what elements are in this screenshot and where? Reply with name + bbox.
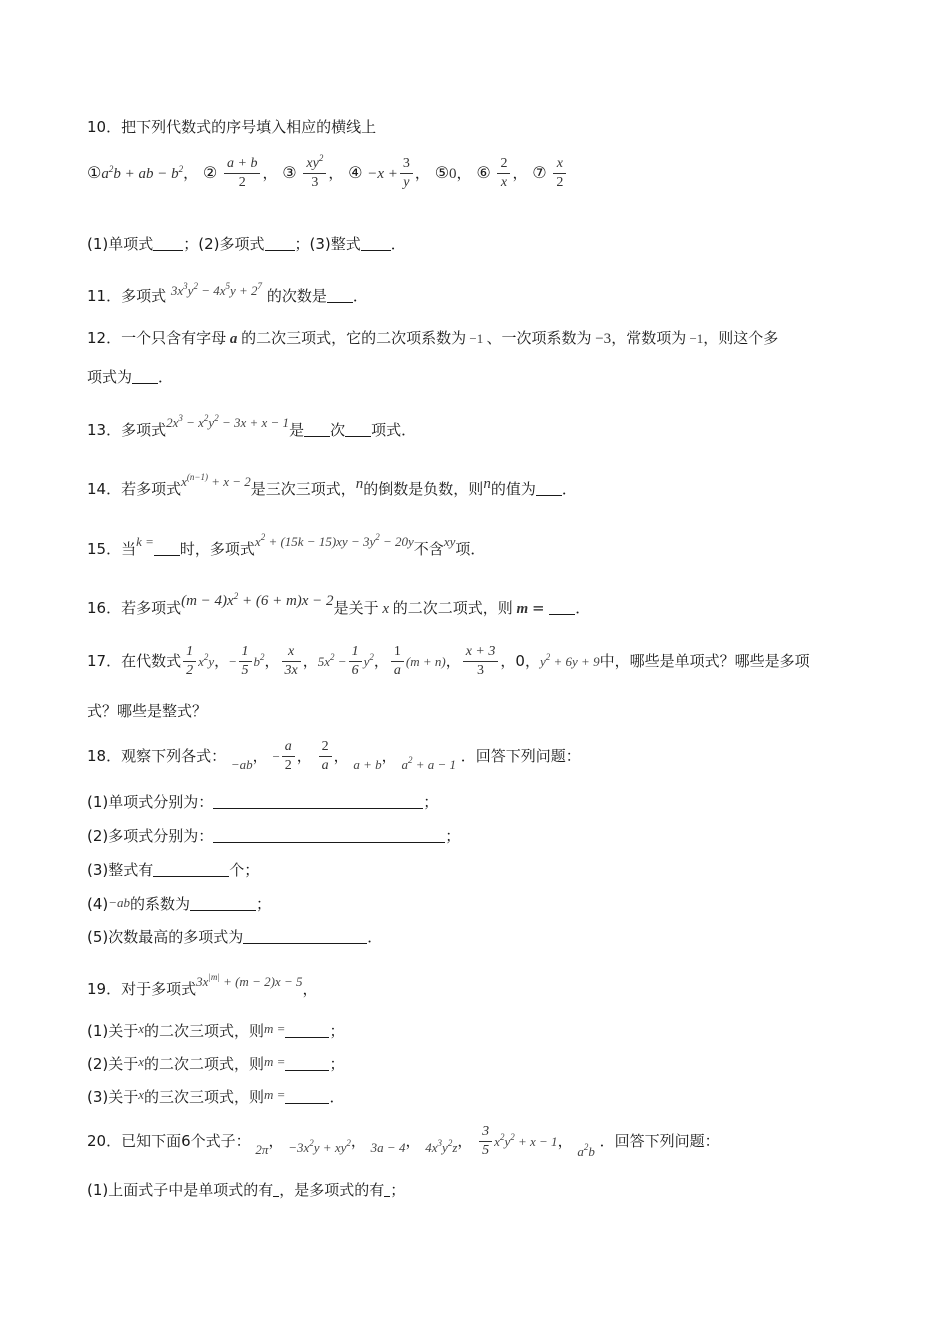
- question-11: 11．多项式 $3x^3y^2 - 4x^5y + 2^7$ 的次数是 ．: [87, 281, 368, 305]
- polynomial-expr: $x^{(n-1)} + x - 2$: [181, 472, 251, 489]
- item-6-fraction: $\frac{2}{x}$: [497, 155, 510, 192]
- question-15: 15．当k = 时，多项式$x^2 + (15k - 15)xy - 3y^2 - 20y$不含xy项．: [87, 532, 486, 558]
- answer-blank[interactable]: [213, 828, 445, 843]
- answer-blank[interactable]: [265, 236, 295, 251]
- answer-blank[interactable]: [285, 1023, 329, 1038]
- question-18-part-5: (5)次数最高的多项式为 ．: [87, 928, 383, 946]
- polynomial-expr: $2x^3 - x^2y^2 - 3x + x - 1$: [166, 413, 290, 430]
- question-20-part-1: (1)上面式子中是单项式的有 ，是多项式的有 ；: [87, 1181, 406, 1199]
- item-5-label: ⑤: [434, 163, 450, 182]
- question-13: 13．多项式$2x^3 - x^2y^2 - 3x + x - 1$是 次 项式．: [87, 413, 417, 439]
- item-4-expr: −x +: [367, 166, 398, 182]
- answer-blank[interactable]: [153, 236, 183, 251]
- question-10-answers: (1)单项式 ；(2)多项式 ；(3)整式 ．: [87, 235, 406, 253]
- answer-blank[interactable]: [285, 1089, 329, 1104]
- question-20-title: 20．已知下面6个式子： 2π， $-3x^2y + xy^2$， 3a − 4， $4x^3y^2z$， $\frac{3}{5}$ $x^2y^2 + x - 1$， $a^2b$ ．回答下列问题：: [87, 1124, 720, 1159]
- answer-blank[interactable]: [345, 422, 371, 437]
- item-3-fraction: $\frac{xy^2}{3}$: [303, 155, 326, 192]
- item-7-fraction: $\frac{x}{2}$: [553, 155, 566, 192]
- item-2-fraction: $\frac{a + b}{2}$: [224, 155, 260, 192]
- answer-blank[interactable]: [285, 1056, 329, 1071]
- item-4-fraction: $\frac{3}{y}$: [400, 155, 413, 192]
- question-19-part-3: (3)关于x的三次三项式，则m = ．: [87, 1087, 345, 1106]
- answer-blank[interactable]: [132, 369, 158, 384]
- item-5-expr: 0: [449, 166, 457, 182]
- question-19-title: 19．对于多项式$3x^{|m|} + (m - 2)x - 5$，: [87, 972, 318, 998]
- polynomial-expr: $x^2 + (15k - 15)xy - 3y^2 - 20y$: [254, 532, 414, 549]
- answer-blank[interactable]: [190, 896, 256, 911]
- answer-blank[interactable]: [213, 794, 423, 809]
- question-16: 16．若多项式$(m - 4)x^2 + (6 + m)x - 2$是关于 x 的二次二项式，则 m = ．: [87, 591, 591, 617]
- answer-blank[interactable]: [154, 541, 180, 556]
- question-12-line-1: 12．一个只含有字母 a 的二次三项式，它的二次项系数为 −1 、一次项系数为 −3，常数项为 −1，则这个多: [87, 329, 779, 347]
- answer-blank[interactable]: [304, 422, 330, 437]
- item-3-label: ③: [282, 163, 297, 182]
- item-2-label: ②: [202, 163, 218, 182]
- question-19-part-1: (1)关于x的二次三项式，则m = ；: [87, 1021, 345, 1040]
- item-1-expr: $a^2b$ + ab − $b^2$: [101, 164, 184, 182]
- answer-blank[interactable]: [243, 929, 367, 944]
- question-18-part-3: (3)整式有 个；: [87, 861, 260, 879]
- question-10-items: $①a^2b$ + ab − $b^2$， ② $\frac{a + b}{2}$ ， ③ $\frac{xy^2}{3}$ ， ④ −x + $\frac{3}{y}$ ， ⑤0， ⑥ $\frac{2}{x}$ ， ⑦ $\frac{x}{2}$: [87, 155, 568, 192]
- answer-blank[interactable]: [361, 236, 391, 251]
- question-17-line-1: 17．在代数式 $\frac{1}{2}$ $x^2y$，− $\frac{1}{5}$ $b^2$， $\frac{x}{3x}$ ，$5x^2$ − $\frac{1}{6}$ $y^2$， $\frac{1}{a}$ (m + n)， $\frac{x + 3}{3}$ ，0，$y^2 + 6y + 9$中，哪些是单项式？哪些是多项: [87, 644, 810, 678]
- question-18-part-4: (4)−ab的系数为 ；: [87, 895, 272, 913]
- question-18-part-1: (1)单项式分别为： ；: [87, 793, 439, 811]
- polynomial-expr: $3x^3y^2 - 4x^5y + 2^7$: [170, 281, 263, 298]
- answer-blank[interactable]: [536, 481, 562, 496]
- question-12-line-2: 项式为 ．: [87, 368, 174, 386]
- item-7-label: ⑦: [532, 163, 547, 182]
- question-14: 14．若多项式$x^{(n-1)} + x - 2$是三次三项式，n的倒数是负数，则n的值为 ．: [87, 472, 577, 498]
- question-18-part-2: (2)多项式分别为： ；: [87, 827, 461, 845]
- polynomial-expr: $3x^{|m|} + (m - 2)x - 5$: [196, 972, 303, 989]
- answer-blank[interactable]: [153, 862, 229, 877]
- question-19-part-2: (2)关于x的二次二项式，则m = ；: [87, 1054, 345, 1073]
- answer-blank[interactable]: [327, 288, 353, 303]
- item-1-label: ①: [87, 163, 102, 182]
- question-18-title: 18．观察下列各式： −ab， − $\frac{a}{2}$ ， $\frac{2}{a}$ ， a + b， $a^2 + a - 1$ ．回答下列问题：: [87, 739, 581, 773]
- item-4-label: ④: [348, 163, 363, 182]
- item-6-label: ⑥: [476, 163, 491, 182]
- answer-blank[interactable]: [549, 600, 575, 615]
- polynomial-expr: $(m - 4)x^2 + (6 + m)x - 2$: [181, 591, 334, 609]
- question-17-line-2: 式？哪些是整式？: [87, 702, 208, 720]
- question-10-title: 10．把下列代数式的序号填入相应的横线上: [87, 118, 377, 136]
